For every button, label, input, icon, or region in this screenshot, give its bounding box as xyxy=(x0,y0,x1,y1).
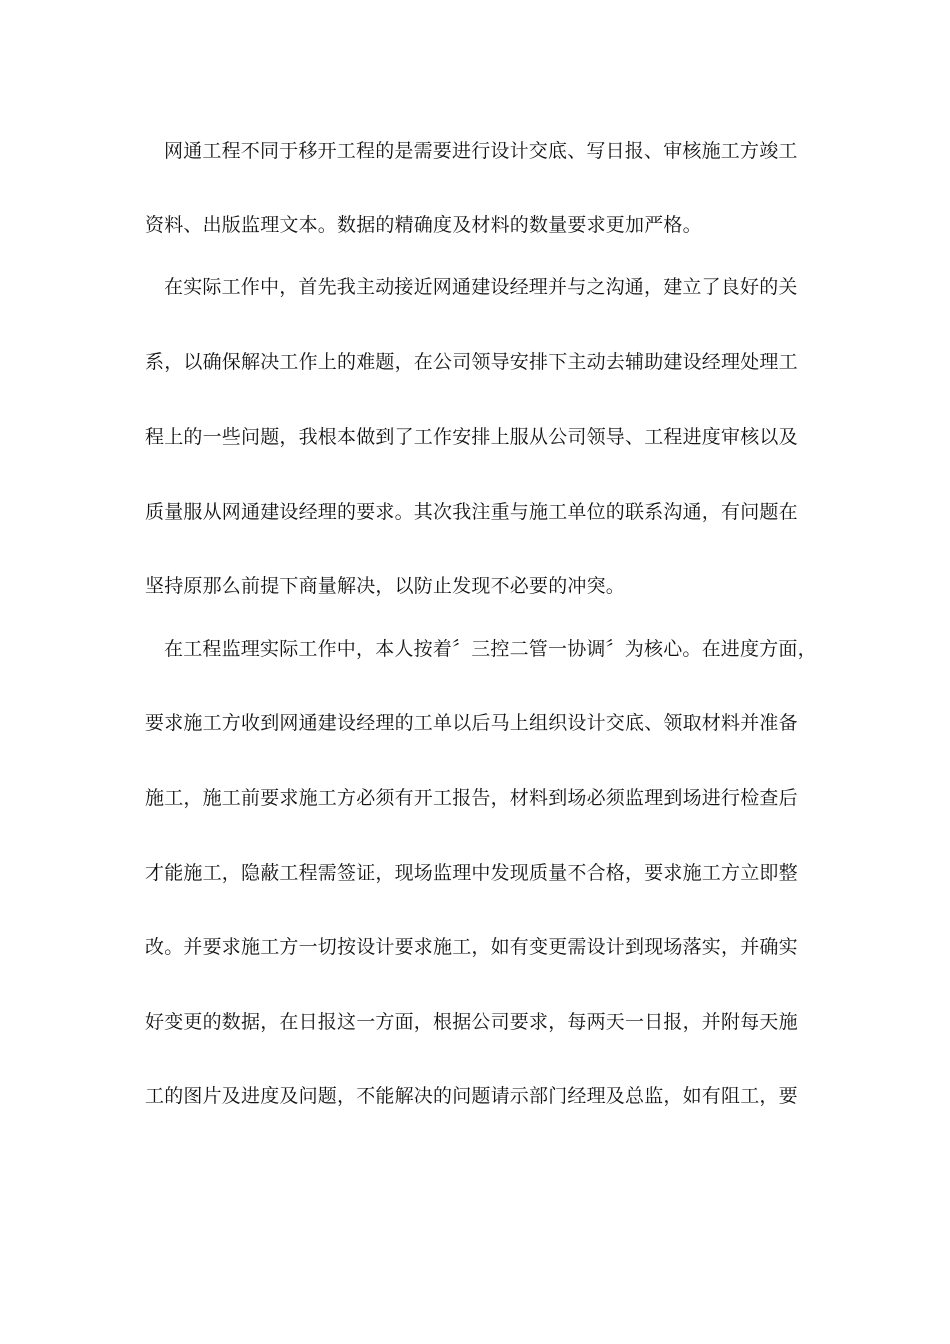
text-line: 网通工程不同于移开工程的是需要进行设计交底、写日报、审核施工方竣工 xyxy=(164,140,798,162)
text-line: 质量服从网通建设经理的要求。其次我注重与施工单位的联系沟通，有问题在 xyxy=(145,501,798,523)
text-line: 资料、出版监理文本。数据的精确度及材料的数量要求更加严格。 xyxy=(145,214,702,236)
text-line: 改。并要求施工方一切按设计要求施工，如有变更需设计到现场落实，并确实 xyxy=(145,936,798,958)
text-line: 要求施工方收到网通建设经理的工单以后马上组织设计交底、领取材料并准备 xyxy=(145,712,798,734)
text-line: 程上的一些问题，我根本做到了工作安排上服从公司领导、工程进度审核以及 xyxy=(145,426,798,448)
text-line: 工的图片及进度及问题，不能解决的问题请示部门经理及总监，如有阻工，要 xyxy=(145,1085,798,1107)
text-line: 坚持原那么前提下商量解决，以防止发现不必要的冲突。 xyxy=(145,575,626,597)
text-line: 系，以确保解决工作上的难题，在公司领导安排下主动去辅助建设经理处理工 xyxy=(145,351,798,373)
text-line: 好变更的数据，在日报这一方面，根据公司要求，每两天一日报，并附每天施 xyxy=(145,1011,798,1033)
text-line: 才能施工，隐蔽工程需签证，现场监理中发现质量不合格，要求施工方立即整 xyxy=(145,862,798,884)
text-line: 在工程监理实际工作中，本人按着〞三控二管一协调〞为核心。在进度方面， xyxy=(164,638,817,660)
text-line: 在实际工作中，首先我主动接近网通建设经理并与之沟通，建立了良好的关 xyxy=(164,276,798,298)
text-line: 施工，施工前要求施工方必须有开工报告，材料到场必须监理到场进行检查后 xyxy=(145,787,798,809)
